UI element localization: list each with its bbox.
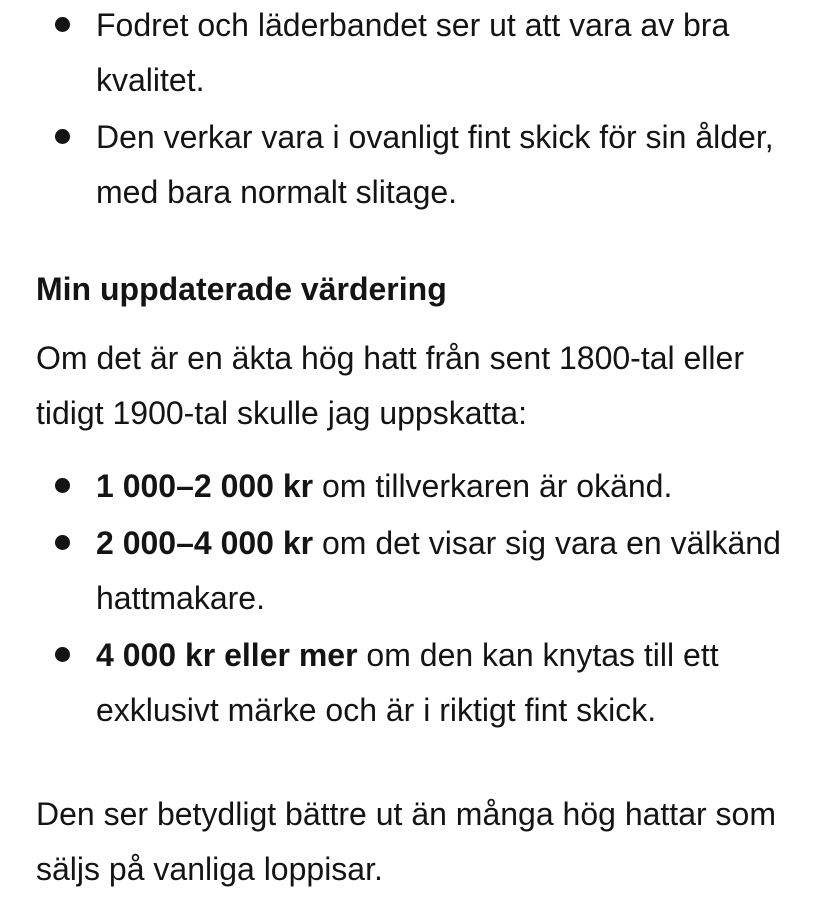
bullet-icon — [55, 17, 70, 32]
valuation-condition: om tillverkaren är okänd. — [313, 468, 673, 504]
list-item-text: Den verkar vara i ovanligt fint skick för sin ålder, med bara normalt slitage. — [96, 119, 774, 210]
list-item — [0, 516, 823, 626]
intro-paragraph: Om det är en äkta hög hatt från sent 1800-tal eller tidigt 1900-tal skulle jag uppskatta: — [36, 340, 744, 431]
bullet-icon — [55, 129, 70, 144]
bullet-icon — [55, 535, 70, 550]
valuation-condition: om den kan knytas till ett exklusivt märke och är i riktigt fint skick. — [96, 637, 719, 728]
valuation-amount: 2 000–4 000 kr — [96, 525, 314, 561]
list-item — [0, 0, 823, 108]
closing-paragraph: Den ser betydligt bättre ut än många hög hattar som säljs på vanliga loppisar. — [36, 796, 776, 887]
list-item — [0, 110, 823, 220]
valuation-amount: 1 000–2 000 kr — [96, 468, 314, 504]
list-item-text: Fodret och läderbandet ser ut att vara av bra kvalitet. — [96, 7, 730, 98]
valuation-condition: om det visar sig vara en välkänd hattmakare. — [96, 525, 781, 616]
bullet-icon — [55, 647, 70, 662]
list-item — [0, 459, 823, 514]
section-heading: Min uppdaterade värdering — [36, 271, 447, 307]
bullet-icon — [55, 478, 70, 493]
valuation-list — [0, 459, 823, 738]
condition-list — [0, 0, 823, 220]
list-item — [0, 628, 823, 738]
valuation-amount: 4 000 kr eller mer — [96, 637, 358, 673]
